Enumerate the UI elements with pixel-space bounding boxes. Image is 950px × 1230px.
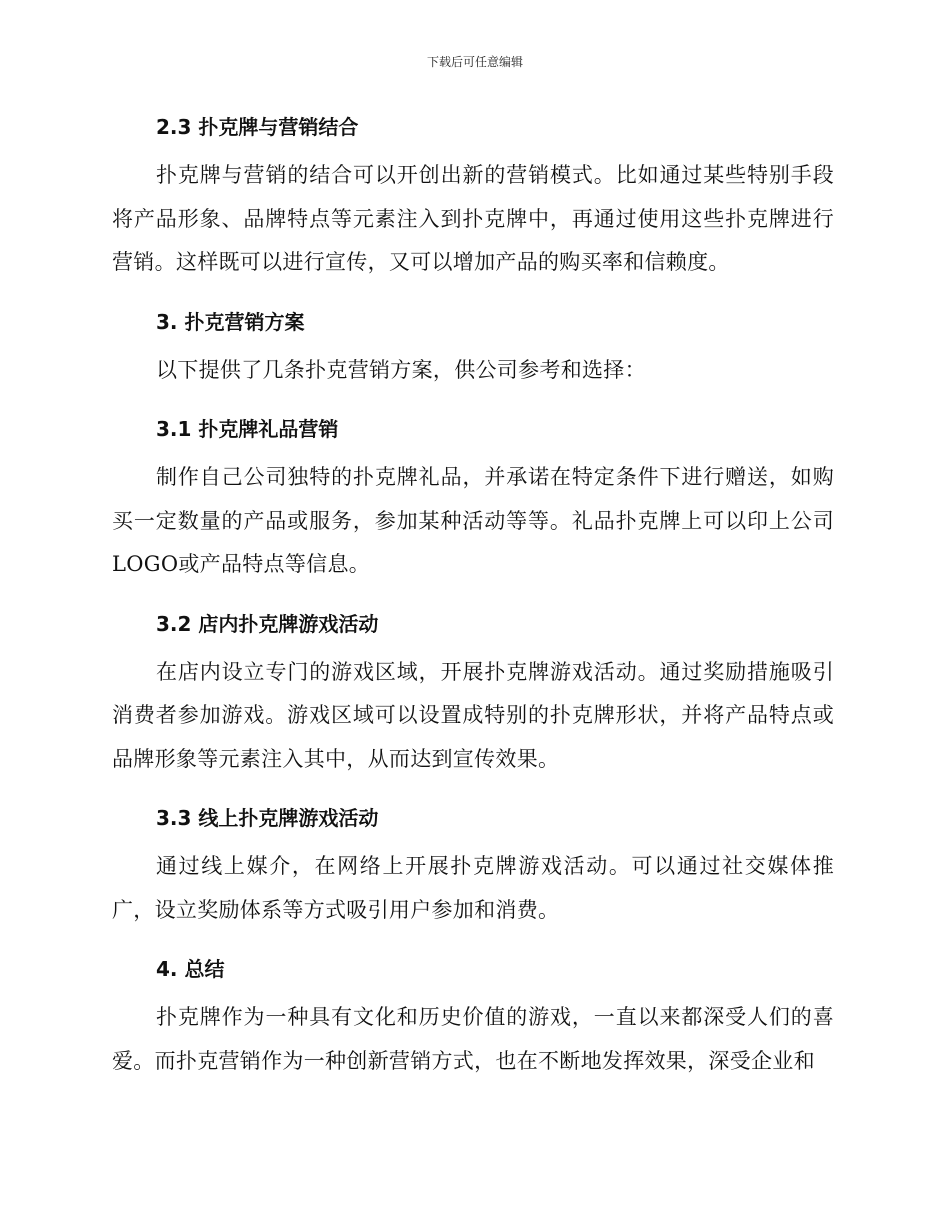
section-paragraph-3-1: 制作自己公司独特的扑克牌礼品，并承诺在特定条件下进行赠送，如购买一定数量的产品或服务，参加某种活动等等。礼品扑克牌上可以印上公司LOGO或产品特点等信息。 [112,465,834,576]
section-paragraph-4: 扑克牌作为一种具有文化和历史价值的游戏，一直以来都深受人们的喜爱。而扑克营销作为一种创新营销方式，也在不断地发挥效果，深受企业和 [112,1005,834,1073]
document-body [112,108,834,1083]
section-heading-3-1: 3.1 扑克牌礼品营销 [156,417,339,441]
section-heading-3-3: 3.3 线上扑克牌游戏活动 [156,806,379,830]
section-heading-4: 4. 总结 [156,957,225,981]
section-paragraph-2-3: 扑克牌与营销的结合可以开创出新的营销模式。比如通过某些特别手段将产品形象、品牌特点等元素注入到扑克牌中，再通过使用这些扑克牌进行营销。这样既可以进行宣传，又可以增加产品的购买率和信赖度。 [112,163,834,274]
section-paragraph-3-3: 通过线上媒介，在网络上开展扑克牌游戏活动。可以通过社交媒体推广，设立奖励体系等方式吸引用户参加和消费。 [112,854,834,922]
section-heading-3: 3. 扑克营销方案 [156,309,305,334]
section-heading-3-2: 3.2 店内扑克牌游戏活动 [156,611,379,636]
page-header: 下载后可任意编辑 [426,55,523,69]
section-paragraph-3: 以下提供了几条扑克营销方案，供公司参考和选择： [156,357,646,382]
section-heading-2-3: 2.3 扑克牌与营销结合 [156,115,359,139]
section-paragraph-3-2: 在店内设立专门的游戏区域，开展扑克牌游戏活动。通过奖励措施吸引消费者参加游戏。游戏区域可以设置成特别的扑克牌形状，并将产品特点或品牌形象等元素注入其中，从而达到宣传效果。 [112,659,834,771]
